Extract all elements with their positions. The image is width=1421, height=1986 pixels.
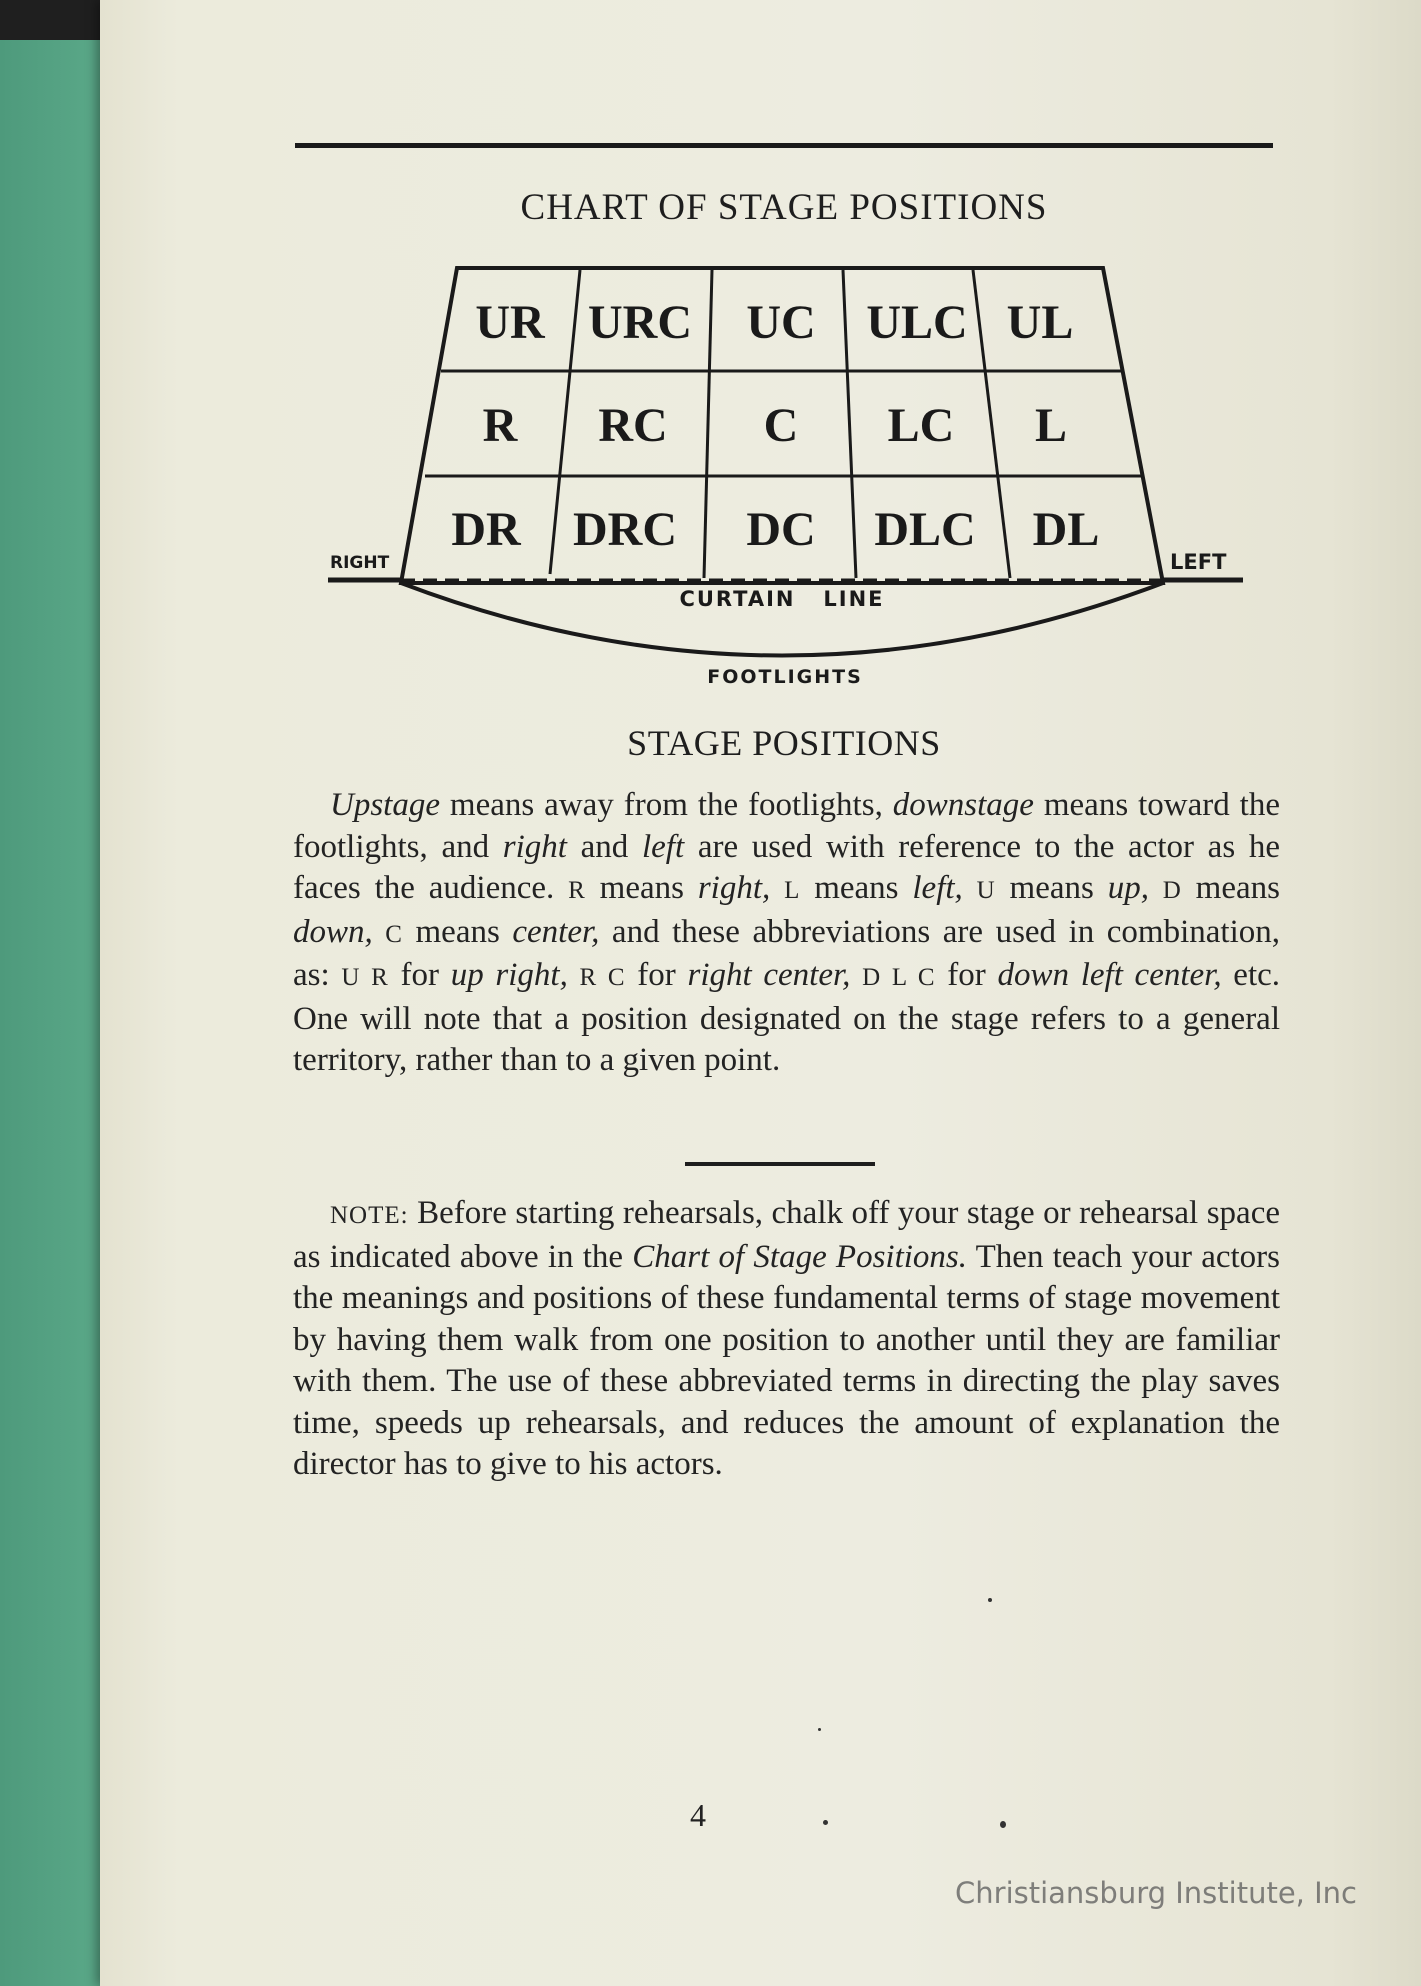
- book-page: [100, 0, 1421, 1986]
- stage-cell-rc: RC: [598, 399, 668, 452]
- text-run: for: [935, 957, 998, 993]
- term-up-right: up right,: [450, 957, 568, 993]
- abbrev-r: R: [568, 877, 586, 904]
- text-run: etc. One will note that a position designated on the stage refers to a general territory, rather than to a given point.: [293, 957, 1281, 1078]
- term-up: up,: [1107, 870, 1149, 906]
- abbrev-ur: U R: [341, 964, 389, 991]
- abbrev-c: C: [385, 920, 403, 948]
- stage-cell-dlc: DLC: [874, 503, 976, 556]
- text-run: are used with reference to the actor as he faces the audience.: [293, 828, 1281, 906]
- text-run: means: [800, 870, 913, 906]
- abbrev-dlc: D L C: [862, 964, 936, 991]
- text-run: and: [566, 828, 642, 865]
- term-down: down,: [293, 913, 373, 950]
- text-run: means: [995, 870, 1108, 906]
- note-label: NOTE:: [330, 1202, 409, 1229]
- stage-cell-c: C: [763, 399, 799, 452]
- text-run: [1149, 870, 1163, 906]
- col-divider: [704, 270, 712, 578]
- note-paragraph: [293, 1193, 1280, 1486]
- text-run: means away from the footlights,: [440, 787, 893, 823]
- term-right-center: right center,: [687, 957, 851, 993]
- stage-positions-paragraph: [293, 785, 1280, 1082]
- text-run: Before starting rehearsals, chalk off your stage or rehearsal space as indicated above in the: [293, 1195, 1280, 1275]
- text-run: [770, 870, 784, 906]
- text-run: [963, 870, 977, 906]
- text-run: means: [402, 913, 513, 950]
- left-label: LEFT: [1170, 550, 1227, 574]
- stage-diagram: [100, 0, 1421, 720]
- term-downstage: downstage: [892, 787, 1034, 823]
- text-run: [373, 914, 386, 950]
- text-run: Then teach your actors the meanings and positions of these fundamental terms of stage movement by having them walk from one position to another until they are familiar with them. The use of these abbreviated terms in directing the play saves time, speeds up rehearsals, and reduces the amount of explanation the director has to give to his actors.: [293, 1238, 1280, 1482]
- abbrev-l: L: [784, 877, 801, 904]
- term-down-left-center: down left center,: [997, 957, 1222, 993]
- paper-speck: [823, 1820, 828, 1825]
- stage-cell-ur: UR: [475, 296, 545, 349]
- abbrev-rc: R C: [579, 964, 626, 991]
- term-left: left,: [912, 870, 963, 906]
- text-run: and these abbreviations are used in combination, as:: [293, 913, 1281, 993]
- stage-positions-heading: STAGE POSITIONS: [627, 723, 941, 763]
- abbrev-d: D: [1162, 877, 1182, 904]
- text-run: [850, 957, 862, 993]
- text-run: means toward the footlights, and: [293, 787, 1280, 865]
- section-divider: [685, 1162, 875, 1166]
- paper-speck: [988, 1598, 992, 1602]
- stage-cell-dr: DR: [451, 503, 521, 556]
- paper-speck: [818, 1728, 821, 1731]
- text-run: means: [1181, 870, 1280, 906]
- right-label: RIGHT: [330, 553, 390, 573]
- page-number: 4: [690, 1797, 706, 1833]
- term-center: center,: [512, 913, 600, 950]
- stage-cell-dc: DC: [746, 503, 816, 556]
- stage-cell-ul: UL: [1006, 296, 1074, 349]
- text-run: for: [625, 957, 688, 993]
- col-divider: [973, 270, 1010, 578]
- stage-cell-ulc: ULC: [866, 296, 968, 349]
- footlights-label: FOOTLIGHTS: [707, 666, 863, 688]
- stage-cell-drc: DRC: [573, 503, 677, 556]
- term-right: right: [502, 828, 567, 865]
- text-run: means: [585, 870, 698, 906]
- abbrev-u: U: [976, 877, 996, 904]
- term-right: right,: [697, 870, 771, 906]
- stage-cell-urc: URC: [588, 296, 692, 349]
- chart-title: CHART OF STAGE POSITIONS: [520, 187, 1048, 228]
- col-divider: [843, 270, 856, 578]
- chart-reference: Chart of Stage Positions.: [632, 1238, 968, 1275]
- paper-speck: [1000, 1821, 1006, 1828]
- stage-cell-dl: DL: [1032, 503, 1100, 556]
- text-run: [568, 957, 580, 993]
- text-run: for: [388, 957, 451, 993]
- stage-cell-r: R: [482, 399, 518, 452]
- stage-cell-uc: UC: [746, 296, 816, 349]
- stage-cell-lc: LC: [887, 399, 955, 452]
- term-upstage: Upstage: [330, 787, 440, 823]
- term-left: left: [641, 828, 685, 865]
- watermark: Christiansburg Institute, Inc: [955, 1876, 1357, 1910]
- stage-cell-l: L: [1034, 399, 1068, 452]
- curtain-line-label: CURTAIN LINE: [679, 587, 885, 611]
